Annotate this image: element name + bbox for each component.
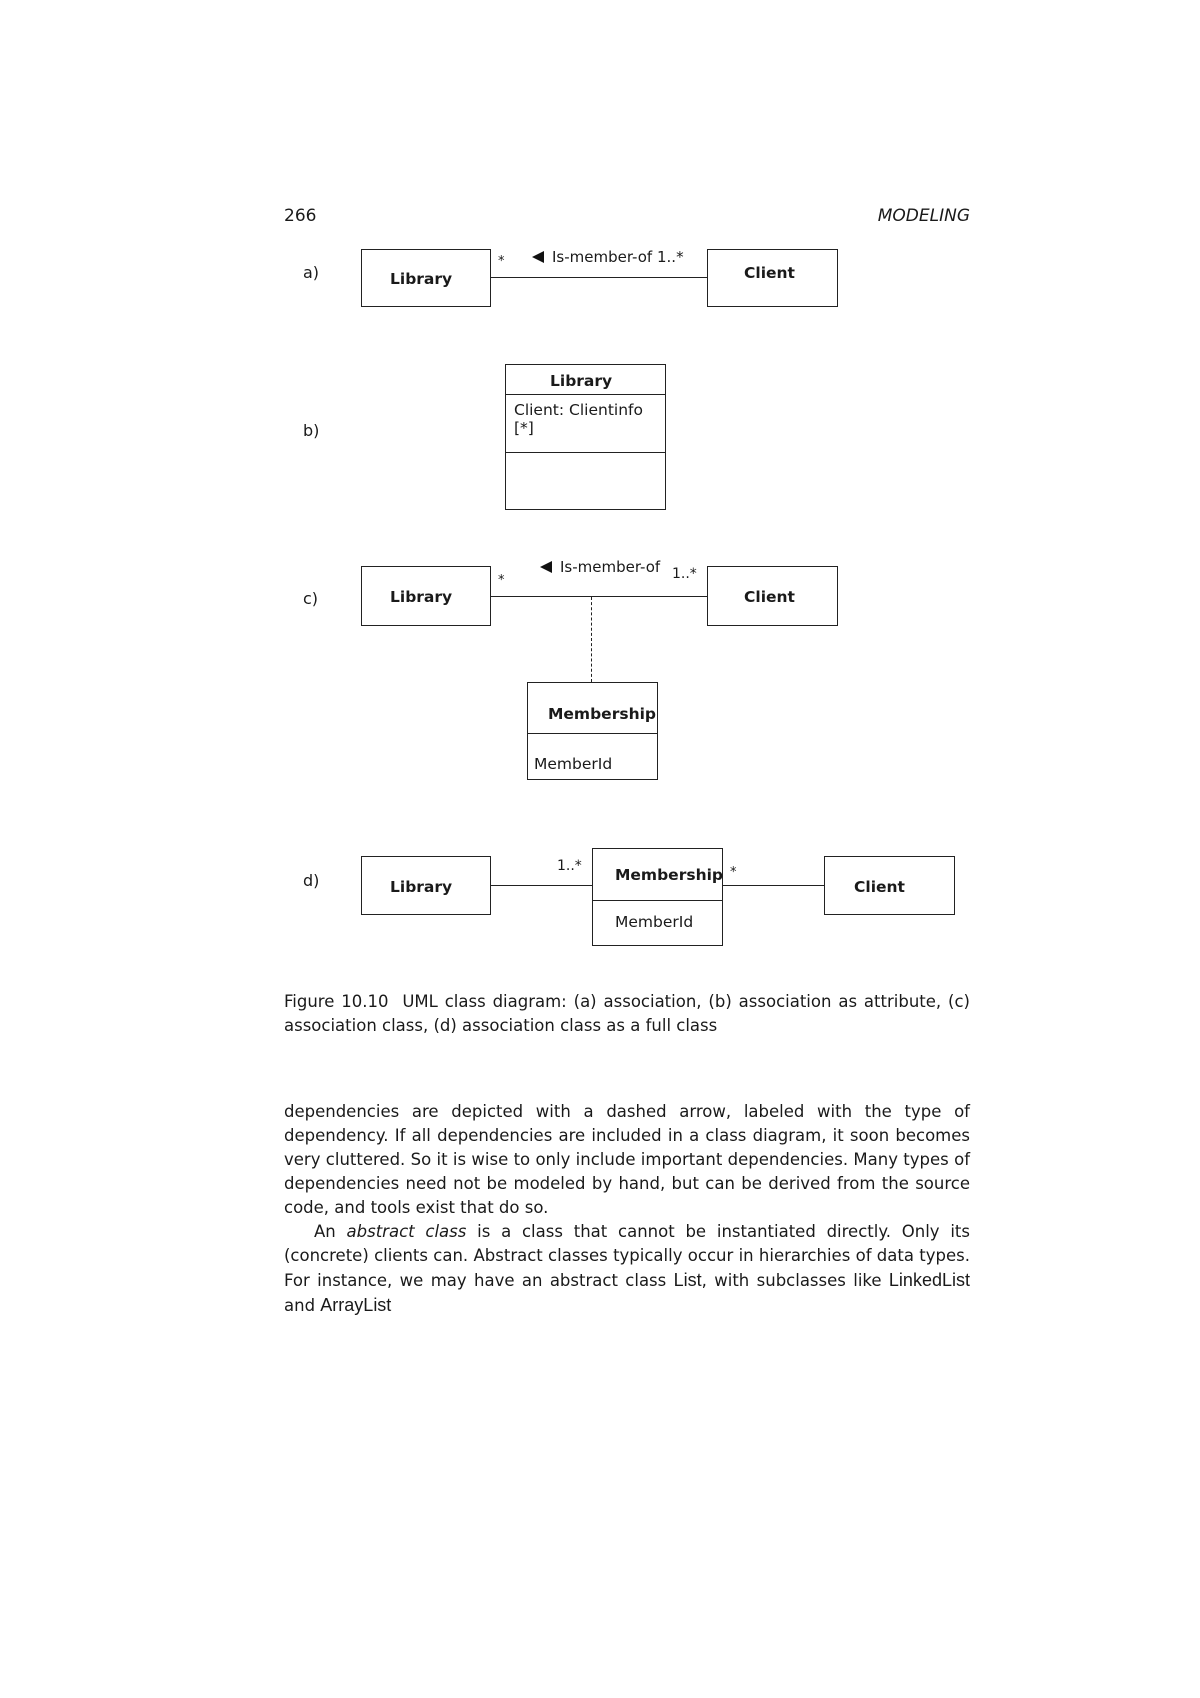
association-line-a — [491, 277, 707, 278]
code-list: List — [673, 1270, 702, 1290]
class-name: Library — [390, 588, 453, 606]
class-name: Library — [550, 372, 613, 390]
multiplicity-left-c: * — [498, 573, 505, 588]
association-label-a — [532, 248, 684, 266]
association-name: Is-member-of — [552, 248, 653, 266]
class-name: Client — [744, 588, 795, 606]
attribute: MemberId — [534, 755, 613, 773]
text-run: , with subclasses like — [701, 1271, 889, 1290]
class-name: Membership — [615, 866, 724, 884]
text-run: and — [284, 1296, 321, 1315]
attribute: Client: Clientinfo [*] — [514, 401, 643, 437]
class-box-library-a — [361, 249, 491, 307]
figure-label: Figure 10.10 — [284, 992, 389, 1011]
compartment-divider — [506, 452, 665, 453]
panel-label-d: d) — [303, 871, 320, 890]
class-box-membership-d — [592, 848, 723, 946]
panel-label-c: c) — [303, 589, 319, 608]
association-line-d-left — [491, 885, 592, 886]
paragraph-2 — [284, 1220, 970, 1318]
code-linkedlist: LinkedList — [888, 1270, 970, 1290]
association-label-c — [540, 558, 660, 576]
multiplicity-right-a: 1..* — [657, 248, 684, 266]
text-run: An — [314, 1222, 347, 1241]
class-box-library-c — [361, 566, 491, 626]
association-class-box-c — [527, 682, 658, 780]
multiplicity-left-d: 1..* — [557, 858, 582, 874]
association-line-c — [491, 596, 707, 597]
paragraph-1: dependencies are depicted with a dashed arrow, labeled with the type of dependency. If all dependencies are included in a class diagram, it soon becomes very cluttered. So it is wise to only include important dependencies. Many types of dependencies need not be modeled by hand, but can be derived from the source code, and tools exist that do so. — [284, 1102, 970, 1217]
multiplicity-right-c: 1..* — [672, 566, 697, 582]
association-line-d-right — [723, 885, 824, 886]
panel-label-b: b) — [303, 421, 320, 440]
association-class-link — [591, 597, 592, 682]
page-number: 266 — [284, 206, 317, 226]
class-name: Library — [390, 878, 453, 896]
class-box-client-d — [824, 856, 955, 915]
attribute: MemberId — [615, 913, 694, 931]
class-box-library-b — [505, 364, 666, 510]
class-name: Membership — [548, 705, 657, 723]
panel-label-a: a) — [303, 263, 320, 282]
compartment-divider — [593, 900, 722, 901]
code-arraylist: ArrayList — [320, 1295, 392, 1315]
figure-caption — [284, 990, 970, 1038]
compartment-divider — [506, 394, 665, 395]
class-name: Client — [744, 264, 795, 282]
running-head: MODELING — [877, 206, 970, 226]
class-name: Library — [390, 270, 453, 288]
body-text — [284, 1100, 970, 1318]
direction-triangle-icon — [532, 251, 544, 263]
term-abstract-class: abstract class — [346, 1222, 467, 1241]
class-name: Client — [854, 878, 905, 896]
class-box-client-c — [707, 566, 838, 626]
class-box-client-a — [707, 249, 838, 307]
association-name: Is-member-of — [560, 558, 661, 576]
multiplicity-right-d: * — [730, 865, 737, 880]
compartment-divider — [528, 733, 657, 734]
caption-text: UML class diagram: (a) association, (b) association as attribute, (c) association class, (d) association class as a full class — [284, 992, 970, 1035]
direction-triangle-icon — [540, 561, 552, 573]
multiplicity-left-a: * — [498, 254, 505, 269]
class-box-library-d — [361, 856, 491, 915]
text-run: is a class that cannot be instantiated directly. Only its (concrete) clients can. Abstract classes typically occur in hierarchies of data types. For instance, we may have an abstract class — [284, 1222, 970, 1290]
